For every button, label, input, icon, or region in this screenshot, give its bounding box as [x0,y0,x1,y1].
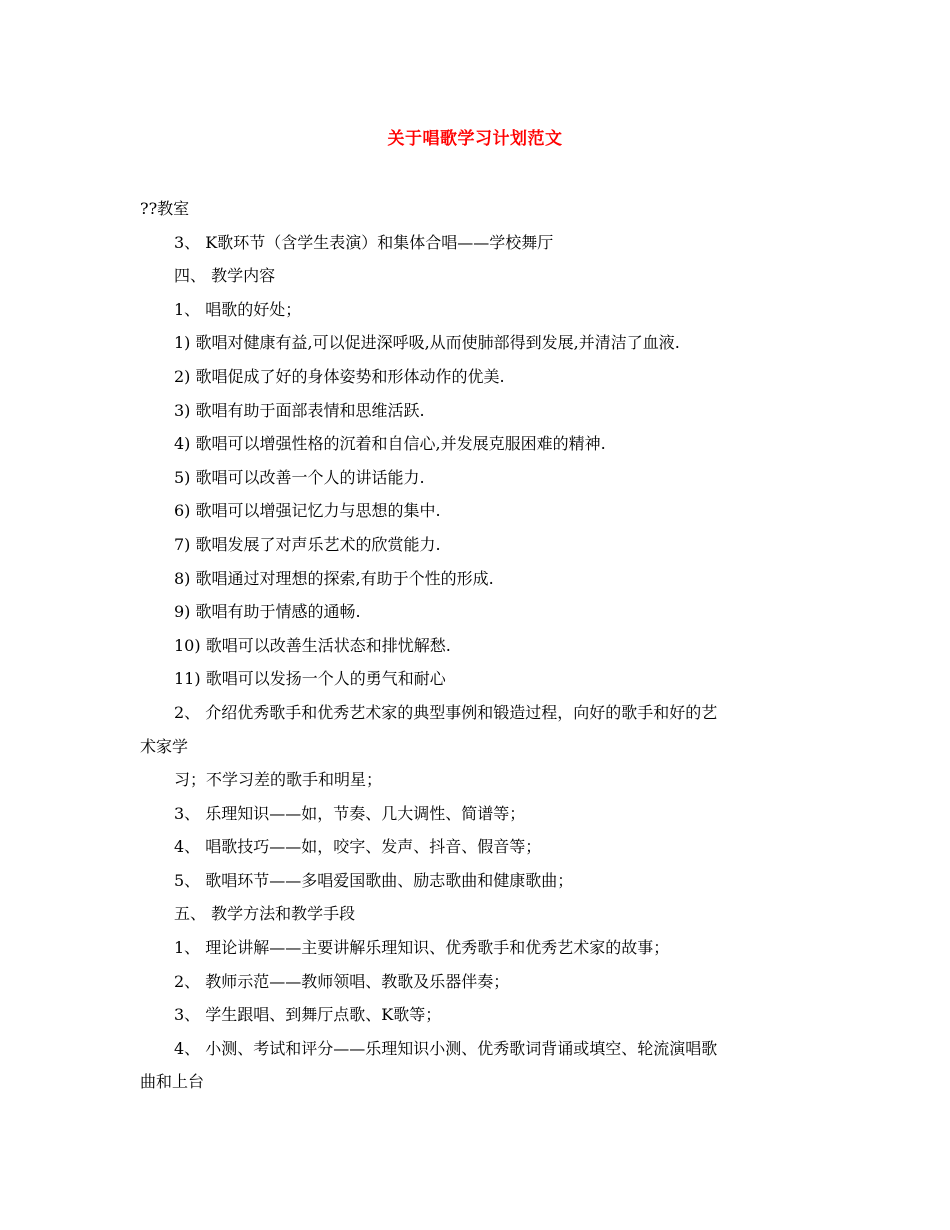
paragraph-line: 习；不学习差的歌手和明星； [174,770,383,790]
paragraph-line: 6) 歌唱可以增强记忆力与思想的集中. [174,501,441,521]
paragraph-line: 术家学 [140,736,189,756]
paragraph-line: 5、 歌唱环节——多唱爱国歌曲、励志歌曲和健康歌曲； [174,870,574,890]
paragraph-line: ??教室 [140,199,190,218]
paragraph-line: 五、 教学方法和教学手段 [174,904,356,924]
paragraph-line: 4、 唱歌技巧——如，咬字、发声、抖音、假音等； [174,837,542,857]
paragraph-line: 四、 教学内容 [174,266,276,286]
paragraph-line: 8) 歌唱通过对理想的探索,有助于个性的形成. [174,568,494,588]
paragraph-line: 1、 理论讲解——主要讲解乐理知识、优秀歌手和优秀艺术家的故事； [174,938,670,958]
paragraph-line: 3) 歌唱有助于面部表情和思维活跃. [174,400,425,420]
paragraph-line: 10) 歌唱可以改善生活状态和排忧解愁. [174,635,451,655]
paragraph-line: 1、 唱歌的好处； [174,299,302,319]
document-body [0,192,950,1099]
paragraph-line: 11) 歌唱可以发扬一个人的勇气和耐心 [174,669,446,689]
document-title: 关于唱歌学习计划范文 [387,129,563,149]
paragraph-line: 1) 歌唱对健康有益,可以促进深呼吸,从而使肺部得到发展,并清洁了血液. [174,333,680,353]
paragraph-line: 5) 歌唱可以改善一个人的讲话能力. [174,467,425,487]
paragraph-line: 3、 乐理知识——如，节奏、几大调性、简谱等； [174,803,526,823]
paragraph-line: 2、 教师示范——教师领唱、教歌及乐器伴奏； [174,971,510,991]
paragraph-line: 2) 歌唱促成了好的身体姿势和形体动作的优美. [174,366,505,386]
paragraph-line: 3、 K歌环节（含学生表演）和集体合唱——学校舞厅 [174,232,554,252]
paragraph-line: 7) 歌唱发展了对声乐艺术的欣赏能力. [174,534,441,554]
paragraph-line: 9) 歌唱有助于情感的通畅. [174,602,361,622]
paragraph-line: 曲和上台 [140,1072,205,1092]
paragraph-line: 3、 学生跟唱、到舞厅点歌、K歌等； [174,1005,442,1025]
paragraph-line: 4、 小测、考试和评分——乐理知识小测、优秀歌词背诵或填空、轮流演唱歌 [174,1038,718,1058]
paragraph-line: 2、 介绍优秀歌手和优秀艺术家的典型事例和锻造过程，向好的歌手和好的艺 [174,702,718,722]
paragraph-line: 4) 歌唱可以增强性格的沉着和自信心,并发展克服困难的精神. [174,434,606,454]
